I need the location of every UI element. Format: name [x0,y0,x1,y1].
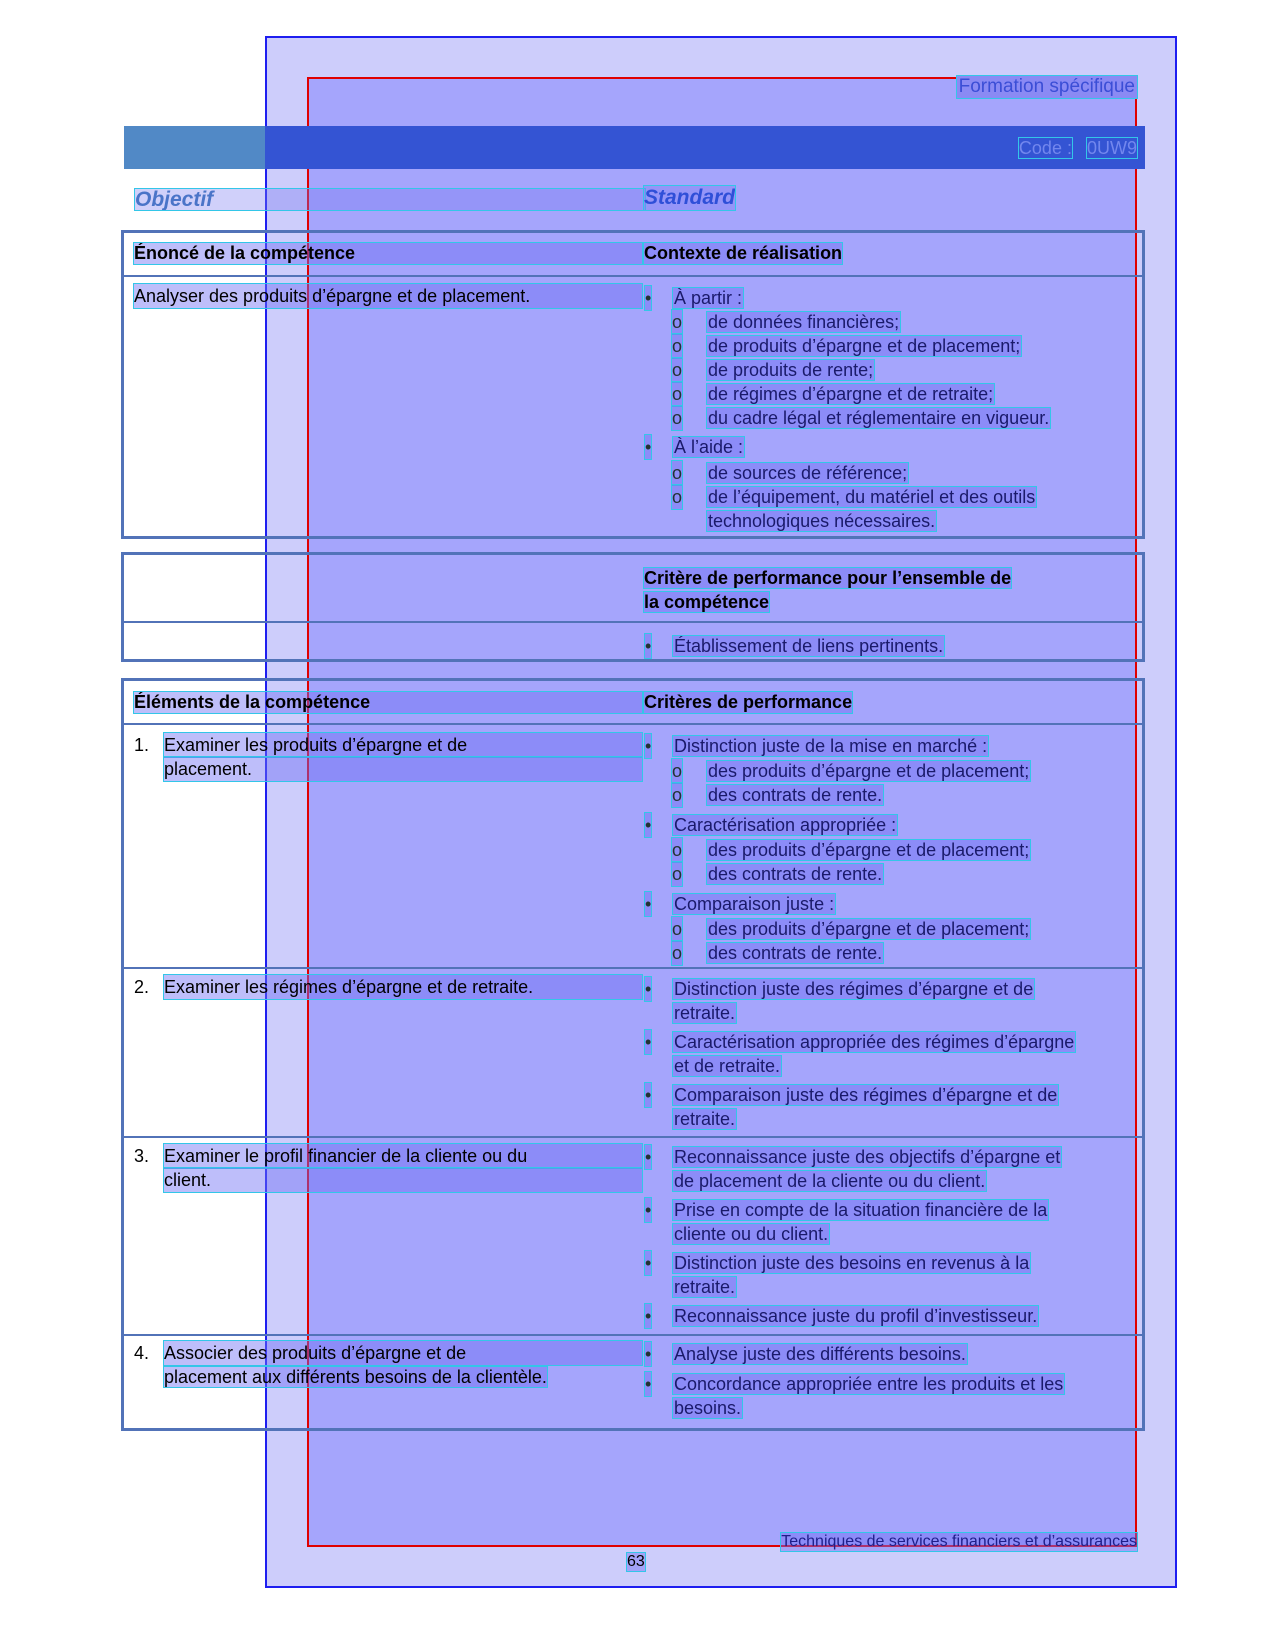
criterion-label: Comparaison juste : [674,894,835,914]
criterion-text: Distinction juste des régimes d’épargne et de [674,979,1034,999]
element-text: Associer des produits d’épargne et de [164,1341,642,1365]
element-number: 3. [134,1146,150,1166]
bullet-icon [645,1145,651,1169]
element-row-divider [121,967,1145,969]
context-sub-item: du cadre légal et réglementaire en vigueur. [708,408,1050,428]
context-sub-item: de sources de référence; [708,463,908,483]
enonce-text: Analyser des produits d’épargne et de placement. [134,284,642,308]
sub-bullet-icon [672,862,682,886]
objectif-title: Objectif [135,189,645,210]
element-text: Examiner les produits d’épargne et de [164,733,642,757]
criterion-sub-item: des produits d’épargne et de placement; [708,840,1030,860]
bullet-icon [645,435,651,459]
element-number: 1. [134,735,150,755]
criterion-text: Comparaison juste des régimes d’épargne et de [674,1085,1058,1105]
context-sub-item-cont: technologiques nécessaires. [708,511,936,531]
context-sub-item: de régimes d’épargne et de retraite; [708,384,994,404]
context-sub-item: de produits d’épargne et de placement; [708,336,1021,356]
context-sub-item: de données financières; [708,312,900,332]
element-number: 4. [134,1343,150,1363]
criterion-sub-item: des contrats de rente. [708,785,883,805]
criterion-label: Distinction juste de la mise en marché : [674,736,988,756]
criterion-sub-item: des produits d’épargne et de placement; [708,919,1030,939]
criterion-text: Caractérisation appropriée des régimes d’épargne [674,1032,1075,1052]
competence-box-divider [121,275,1145,277]
code-bar-left [124,126,268,169]
code-bar [265,126,1145,169]
context-label: À partir : [674,288,743,308]
criterion-sub-item: des contrats de rente. [708,864,883,884]
element-row-divider [121,1334,1145,1336]
element-text: Examiner les régimes d’épargne et de retraite. [164,975,642,999]
bullet-icon [645,1198,651,1222]
criterion-text-cont: et de retraite. [674,1056,781,1076]
code-text [1019,138,1137,159]
footer-program-name: Techniques de services financiers et d’assurances [781,1533,1137,1550]
criterion-text-cont: de placement de la cliente ou du client. [674,1171,986,1191]
criterion-text-cont: retraite. [674,1003,736,1023]
performance-ensemble-header-line1: Critère de performance pour l’ensemble de [644,568,1012,588]
performance-ensemble-header [644,566,1011,614]
element-row-divider [121,1136,1145,1138]
criterion-text-cont: retraite. [674,1277,736,1297]
criterion-text: Concordance appropriée entre les produits et les [674,1374,1064,1394]
sub-bullet-icon [672,334,682,358]
criterion-text: Analyse juste des différents besoins. [674,1344,966,1364]
sub-bullet-icon [672,358,682,382]
performance-ensemble-divider [121,621,1145,623]
sub-bullet-icon [672,941,682,965]
performance-ensemble-item: Établissement de liens pertinents. [674,636,944,656]
bullet-icon [645,1083,651,1107]
context-sub-item: de produits de rente; [708,360,874,380]
bullet-icon [645,1251,651,1275]
sub-bullet-icon [672,759,682,783]
bullet-icon [645,977,651,1001]
criterion-label: Caractérisation appropriée : [674,815,897,835]
bullet-icon [645,1342,651,1366]
sub-bullet-icon [672,783,682,807]
bullet-icon [645,1030,651,1054]
bullet-icon [645,1372,651,1396]
sub-bullet-icon [672,838,682,862]
sub-bullet-icon [672,485,682,509]
element-text-cont: placement aux différents besoins de la clientèle. [164,1367,547,1387]
code-label: Code : [1018,138,1072,158]
context-label: À l’aide : [674,437,744,457]
standard-title: Standard [644,186,736,209]
criterion-text: Reconnaissance juste du profil d’investisseur. [674,1306,1038,1326]
criterion-text-cont: besoins. [674,1398,742,1418]
sub-bullet-icon [672,461,682,485]
bullet-icon [645,286,651,310]
bullet-icon [645,734,651,758]
context-sub-item: de l’équipement, du matériel et des outils [708,487,1036,507]
criterion-text-cont: cliente ou du client. [674,1224,829,1244]
elements-header-divider [121,723,1145,725]
program-type-label: Formation spécifique [958,76,1135,97]
page-number: 63 [627,1553,645,1570]
sub-bullet-icon [672,382,682,406]
bullet-icon [645,634,651,658]
bullet-icon [645,813,651,837]
criterion-text: Reconnaissance juste des objectifs d’épargne et [674,1147,1061,1167]
criteres-header: Critères de performance [644,692,853,712]
criterion-sub-item: des contrats de rente. [708,943,883,963]
sub-bullet-icon [672,310,682,334]
bullet-icon [645,1304,651,1328]
criterion-text: Prise en compte de la situation financière de la [674,1200,1048,1220]
criterion-text: Distinction juste des besoins en revenus à la [674,1253,1030,1273]
contexte-header: Contexte de réalisation [644,243,843,263]
sub-bullet-icon [672,406,682,430]
criterion-text-cont: retraite. [674,1109,736,1129]
element-text-cont: placement. [164,757,642,781]
code-value: 0UW9 [1086,138,1137,158]
criterion-sub-item: des produits d’épargne et de placement; [708,761,1030,781]
elements-header: Éléments de la compétence [134,692,642,713]
sub-bullet-icon [672,917,682,941]
performance-ensemble-header-line2: la compétence [644,592,770,612]
element-text-cont: client. [164,1168,642,1192]
element-text: Examiner le profil financier de la cliente ou du [164,1144,642,1168]
bullet-icon [645,892,651,916]
element-number: 2. [134,977,150,997]
enonce-header: Énoncé de la compétence [134,243,642,264]
